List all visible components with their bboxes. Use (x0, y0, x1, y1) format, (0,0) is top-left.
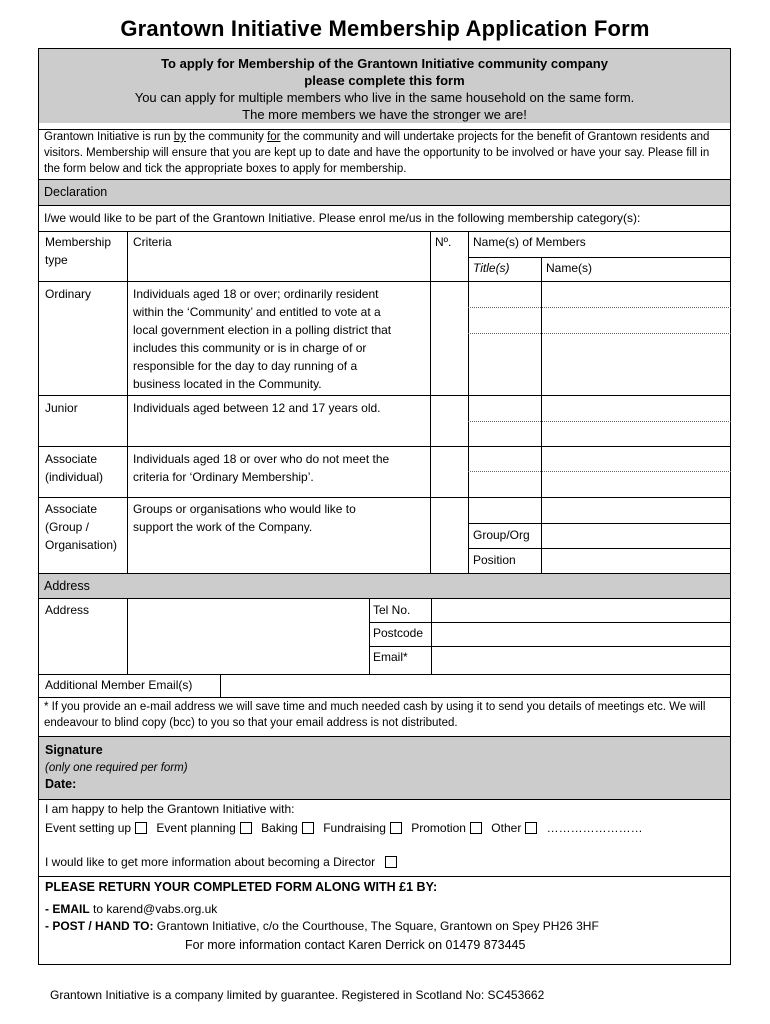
checkbox-fundraising[interactable] (390, 822, 402, 834)
help-options: Event setting up Event planning Baking Fundraising Promotion Other …………………… (45, 821, 643, 835)
name-line[interactable] (468, 421, 731, 422)
col-title-header: Title(s) (473, 261, 510, 275)
criteria-associate-group: Groups or organisations who would like to support the work of the Company. (133, 502, 356, 534)
checkbox-baking[interactable] (302, 822, 314, 834)
footer-text: Grantown Initiative is a company limited by guarantee. Registered in Scotland No: SC453662 (50, 988, 545, 1002)
declaration-statement: I/we would like to be part of the Grantown Initiative. Please enrol me/us in the following membership category(s): (44, 211, 641, 225)
group-org-label: Group/Org (473, 528, 530, 542)
name-line[interactable] (468, 471, 731, 472)
col-criteria-header: Criteria (133, 235, 172, 249)
type-associate-group: Associate (Group / Organisation) (45, 502, 118, 552)
return-contact: For more information contact Karen Derrick on 01479 873445 (185, 938, 526, 952)
declaration-heading: Declaration (39, 180, 730, 205)
email-label: Email* (373, 650, 408, 664)
col-no-header: Nº. (435, 235, 452, 249)
checkbox-event-planning[interactable] (240, 822, 252, 834)
criteria-associate-individual: Individuals aged 18 or over who do not meet the criteria for ‘Ordinary Membership’. (133, 452, 390, 484)
checkbox-promotion[interactable] (470, 822, 482, 834)
application-form (38, 48, 731, 965)
checkbox-event-setting-up[interactable] (135, 822, 147, 834)
col-names-header: Name(s) of Members (473, 235, 586, 249)
criteria-ordinary: Individuals aged 18 or over; ordinarily resident within the ‘Community’ and entitled to vote at a local government election in a polling district that includes this community or is in charge of or responsible for the day to day running of a business located in the Community. (133, 287, 392, 391)
type-associate-individual: Associate (individual) (45, 452, 104, 484)
intro-line-2: please complete this form (304, 73, 465, 88)
checkbox-other[interactable] (525, 822, 537, 834)
intro-paragraph: Grantown Initiative is run by the community for the community and will undertake projects for the benefit of Grantown residents and visitors. Membership will ensure that you are kept up to date and have the opportunity to be involved or have your say. Please fill in the form below and tick the appropriate boxes to apply for membership. (44, 131, 710, 175)
other-field[interactable]: …………………… (546, 821, 643, 835)
intro-line-3: You can apply for multiple members who live in the same household on the same form. (134, 90, 635, 105)
criteria-junior: Individuals aged between 12 and 17 years old. (133, 401, 381, 415)
email-note: * If you provide an e-mail address we will save time and much needed cash by using it to send you details of meetings etc. We will endeavour to blind copy (bcc) to you so that your email address is not distributed. (44, 701, 706, 729)
col-name-header: Name(s) (546, 261, 593, 275)
checkbox-director[interactable] (385, 856, 397, 868)
additional-email-label: Additional Member Email(s) (45, 678, 193, 692)
return-post: - POST / HAND TO: Grantown Initiative, c/o the Courthouse, The Square, Grantown on Spey PH26 3HF (45, 919, 599, 933)
intro-header (39, 49, 730, 123)
name-line[interactable] (468, 333, 731, 334)
signature-label: Signature (45, 743, 103, 757)
director-row: I would like to get more information about becoming a Director (45, 853, 403, 871)
intro-line-4: The more members we have the stronger we are! (242, 107, 527, 122)
return-heading: PLEASE RETURN YOUR COMPLETED FORM ALONG WITH £1 BY: (45, 880, 438, 894)
type-ordinary: Ordinary (45, 287, 92, 301)
signature-note: (only one required per form) (45, 762, 188, 774)
address-label: Address (45, 603, 90, 617)
name-line[interactable] (468, 307, 731, 308)
position-label: Position (473, 553, 516, 567)
col-type-header: Membership type (45, 235, 112, 267)
type-junior: Junior (45, 401, 78, 415)
date-label: Date: (45, 777, 77, 791)
tel-label: Tel No. (373, 603, 411, 617)
help-intro: I am happy to help the Grantown Initiative with: (45, 802, 295, 816)
intro-line-1: To apply for Membership of the Grantown Initiative community company (161, 56, 608, 71)
postcode-label: Postcode (373, 626, 424, 640)
page-title: Grantown Initiative Membership Application Form (120, 16, 650, 41)
return-email: - EMAIL to karend@vabs.org.uk (45, 902, 218, 916)
address-heading: Address (39, 574, 730, 598)
